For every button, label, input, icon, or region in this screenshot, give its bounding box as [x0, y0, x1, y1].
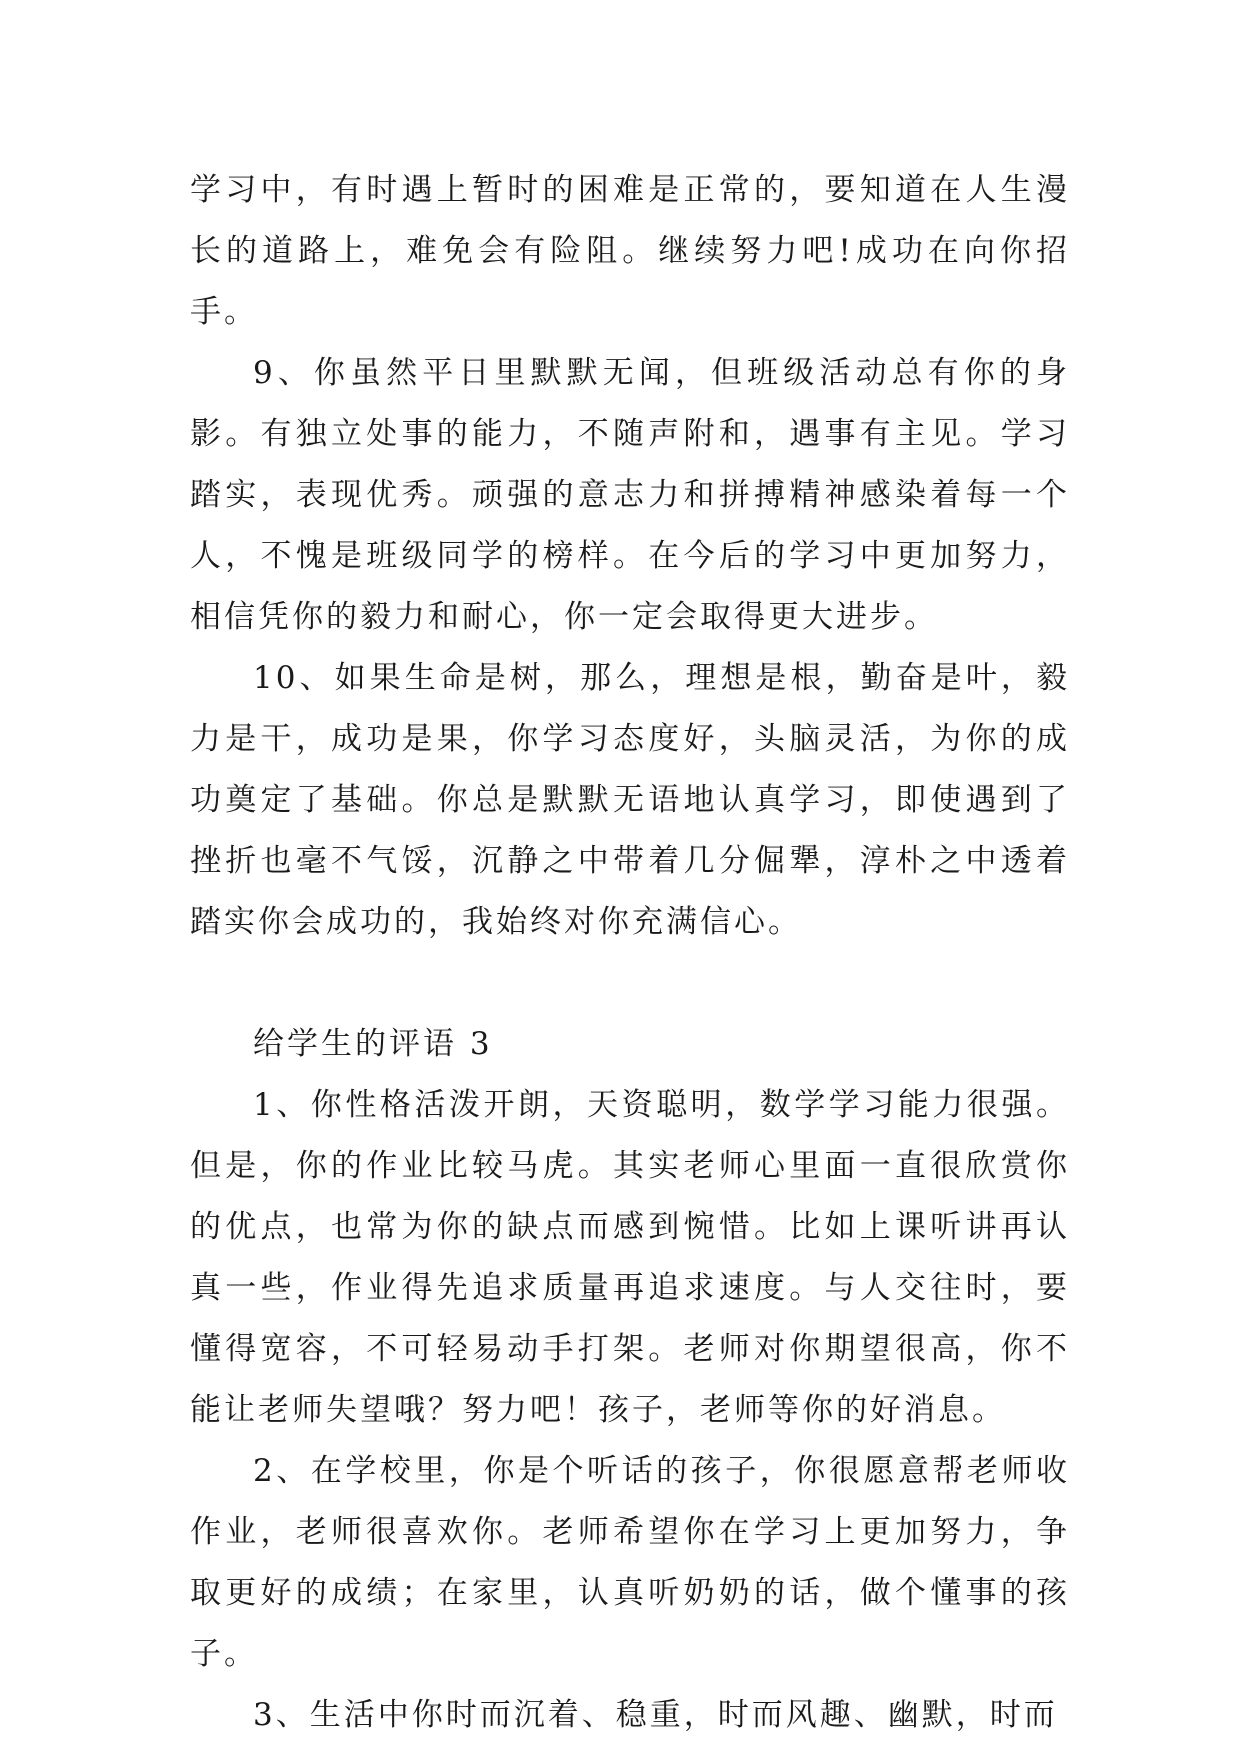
section-spacer: [190, 953, 1070, 1014]
paragraph-10: 10、如果生命是树，那么，理想是根，勤奋是叶，毅力是干，成功是果，你学习态度好，头脑灵活，为你的成功奠定了基础。你总是默默无语地认真学习，即使遇到了挫折也毫不气馁，沉静之中带着几分倔犟，淳朴之中透着踏实你会成功的，我始终对你充满信心。: [190, 660, 1070, 940]
paragraph-9: 9、你虽然平日里默默无闻，但班级活动总有你的身影。有独立处事的能力，不随声附和，遇事有主见。学习踏实，表现优秀。顽强的意志力和拼搏精神感染着每一个人，不愧是班级同学的榜样。在今后的学习中更加努力，相信凭你的毅力和耐心，你一定会取得更大进步。: [190, 355, 1070, 635]
section3-paragraph-2: 2、在学校里，你是个听话的孩子，你很愿意帮老师收作业，老师很喜欢你。老师希望你在学习上更加努力，争取更好的成绩；在家里，认真听奶奶的话，做个懂事的孩子。: [190, 1453, 1070, 1672]
section3-paragraph-3: 3、生活中你时而沉着、稳重，时而风趣、幽默，时而: [253, 1697, 1058, 1733]
paragraph-continued: 学习中，有时遇上暂时的困难是正常的，要知道在人生漫长的道路上，难免会有险阻。继续努力吧!成功在向你招手。: [190, 172, 1070, 330]
section-heading: 给学生的评语 3: [253, 1026, 493, 1062]
document-body: [190, 160, 1070, 1746]
section3-paragraph-1: 1、你性格活泼开朗，天资聪明，数学学习能力很强。但是，你的作业比较马虎。其实老师心里面一直很欣赏你的优点，也常为你的缺点而感到惋惜。比如上课听讲再认真一些，作业得先追求质量再追求速度。与人交往时，要懂得宽容，不可轻易动手打架。老师对你期望很高，你不能让老师失望哦？努力吧！孩子，老师等你的好消息。: [190, 1087, 1070, 1428]
